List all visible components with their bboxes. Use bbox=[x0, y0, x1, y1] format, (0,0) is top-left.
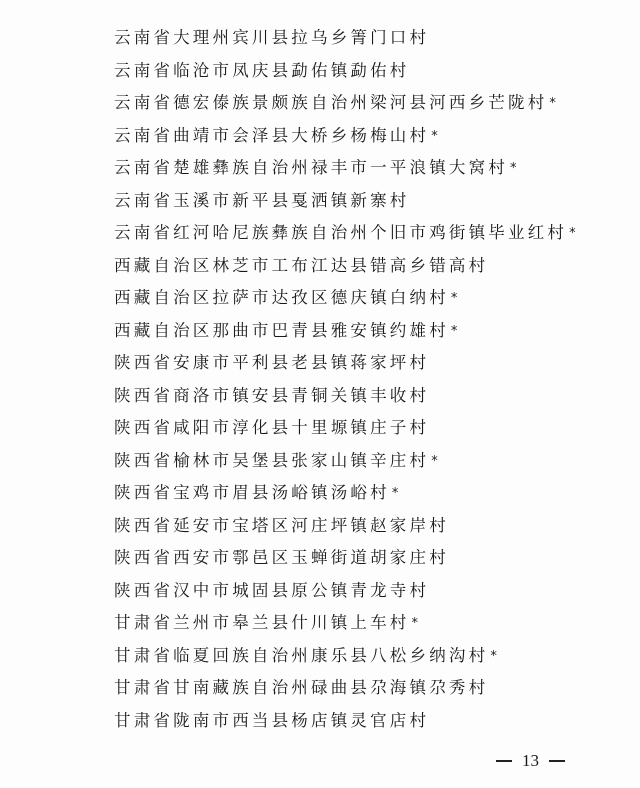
village-name: 西藏自治区那曲市巴青县雅安镇约雄村 bbox=[114, 320, 449, 340]
asterisk-mark: * bbox=[450, 291, 458, 306]
village-name: 陕西省咸阳市淳化县十里塬镇庄子村 bbox=[114, 418, 430, 437]
village-name: 陕西省宝鸡市眉县汤峪镇汤峪村 bbox=[114, 483, 390, 502]
village-name: 甘肃省甘南藏族自治州碌曲县尕海镇尕秀村 bbox=[114, 678, 489, 697]
list-item bbox=[114, 607, 576, 640]
list-item bbox=[114, 445, 576, 478]
list-item bbox=[114, 55, 576, 88]
village-name: 云南省大理州宾川县拉乌乡箐门口村 bbox=[114, 28, 430, 47]
village-name: 西藏自治区拉萨市达孜区德庆镇白纳村 bbox=[114, 288, 449, 307]
village-name: 云南省德宏傣族景颇族自治州梁河县河西乡芒陇村 bbox=[114, 93, 548, 112]
list-item bbox=[114, 22, 576, 55]
list-item bbox=[114, 412, 576, 445]
asterisk-mark: * bbox=[411, 616, 418, 631]
village-name: 陕西省西安市鄠邑区玉蝉街道胡家庄村 bbox=[114, 548, 449, 567]
list-item bbox=[114, 672, 576, 705]
village-name: 陕西省安康市平利县老县镇蒋家坪村 bbox=[114, 353, 430, 372]
page-footer bbox=[496, 750, 565, 772]
list-item bbox=[114, 282, 576, 315]
village-name: 云南省楚雄彝族自治州禄丰市一平浪镇大窝村 bbox=[114, 158, 508, 177]
village-list bbox=[114, 22, 576, 737]
village-name: 西藏自治区林芝市工布江达县错高乡错高村 bbox=[114, 255, 489, 275]
village-name: 云南省玉溪市新平县戛洒镇新寨村 bbox=[114, 190, 410, 210]
village-name: 甘肃省临夏回族自治州康乐县八松乡纳沟村 bbox=[114, 645, 489, 665]
list-item bbox=[114, 217, 576, 250]
asterisk-mark: * bbox=[490, 648, 497, 664]
list-item bbox=[114, 152, 576, 185]
list-item bbox=[114, 315, 576, 348]
list-item bbox=[114, 120, 576, 153]
list-item bbox=[114, 640, 576, 673]
asterisk-mark: * bbox=[391, 486, 399, 501]
asterisk-mark: * bbox=[450, 323, 458, 339]
village-name: 云南省曲靖市会泽县大桥乡杨梅山村 bbox=[114, 125, 430, 145]
asterisk-mark: * bbox=[569, 226, 576, 241]
village-name: 甘肃省兰州市皋兰县什川镇上车村 bbox=[114, 613, 410, 632]
asterisk-mark: * bbox=[431, 128, 438, 144]
page-number: 13 bbox=[522, 751, 539, 770]
list-item bbox=[114, 250, 576, 283]
list-item bbox=[114, 347, 576, 380]
list-item bbox=[114, 477, 576, 510]
asterisk-mark: * bbox=[510, 161, 517, 176]
asterisk-mark: * bbox=[549, 96, 556, 111]
village-name: 陕西省榆林市吴堡县张家山镇辛庄村 bbox=[114, 450, 430, 470]
list-item bbox=[114, 575, 576, 608]
list-item bbox=[114, 380, 576, 413]
left-dash bbox=[496, 760, 512, 761]
village-name: 陕西省汉中市城固县原公镇青龙寺村 bbox=[114, 580, 430, 600]
list-item bbox=[114, 185, 576, 218]
list-item bbox=[114, 705, 576, 738]
list-item bbox=[114, 87, 576, 120]
asterisk-mark: * bbox=[431, 453, 438, 469]
right-dash bbox=[549, 760, 565, 761]
village-name: 云南省临沧市凤庆县勐佑镇勐佑村 bbox=[114, 60, 410, 80]
village-name: 甘肃省陇南市西当县杨店镇灵官店村 bbox=[114, 710, 430, 730]
list-item bbox=[114, 510, 576, 543]
list-item bbox=[114, 542, 576, 575]
village-name: 陕西省商洛市镇安县青铜关镇丰收村 bbox=[114, 385, 430, 405]
village-name: 云南省红河哈尼族彝族自治州个旧市鸡街镇毕业红村 bbox=[114, 223, 568, 242]
village-name: 陕西省延安市宝塔区河庄坪镇赵家岸村 bbox=[114, 515, 449, 535]
